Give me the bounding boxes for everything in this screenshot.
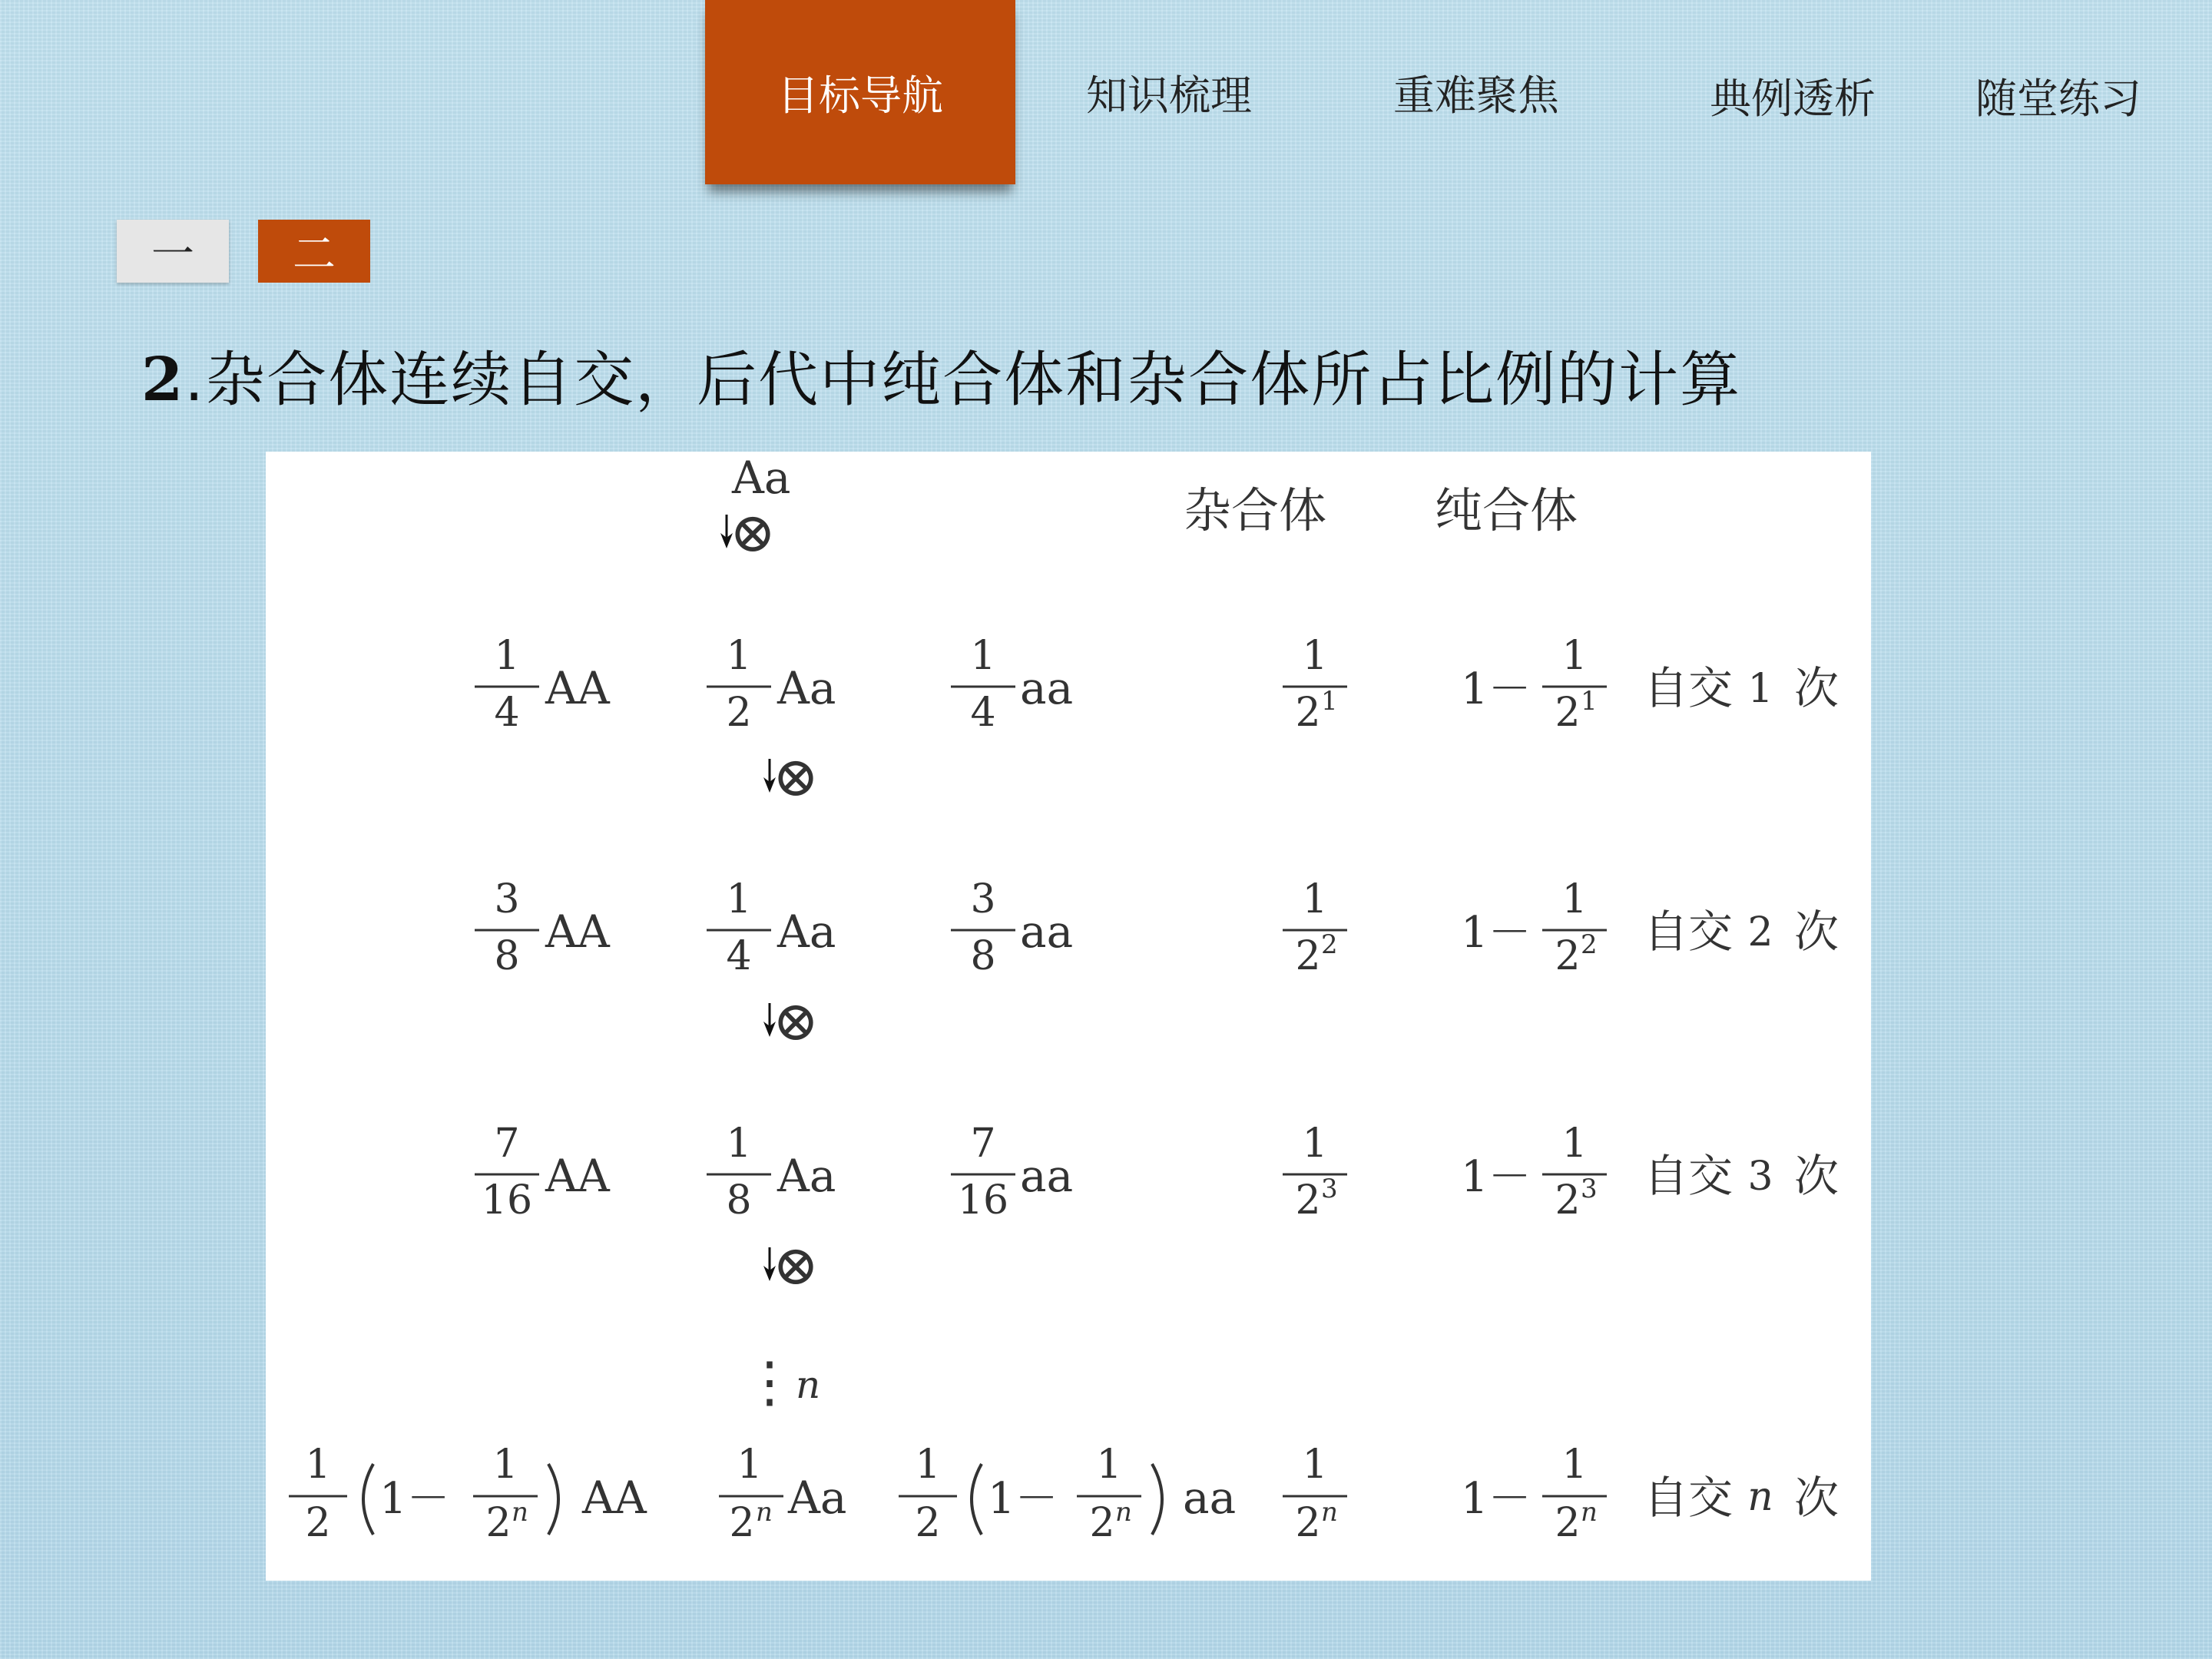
heading-text: .杂合体连续自交，后代中纯合体和杂合体所占比例的计算 <box>184 346 1742 415</box>
heading-number: 2 <box>141 345 185 415</box>
svg-text:自交: 自交 <box>1644 906 1734 958</box>
selfing-count-label <box>1644 1472 1839 1524</box>
heterozygote-ratio <box>1283 633 1347 736</box>
svg-text:1: 1 <box>1302 1442 1328 1488</box>
svg-text:1: 1 <box>494 633 520 679</box>
svg-text:1: 1 <box>737 1442 763 1488</box>
svg-text:n: n <box>1747 1474 1773 1520</box>
svg-text:2: 2 <box>729 1500 755 1546</box>
fraction-Aa <box>707 1121 836 1224</box>
svg-text:n: n <box>1581 1497 1598 1528</box>
svg-text:3: 3 <box>970 876 996 922</box>
svg-text:1: 1 <box>1321 686 1338 717</box>
fraction-Aa <box>719 1442 846 1546</box>
nav-tab-practice[interactable]: 随堂练习 <box>1975 74 2141 123</box>
svg-text:1－: 1－ <box>1461 1474 1532 1524</box>
svg-text:2: 2 <box>1295 933 1321 979</box>
svg-text:自交: 自交 <box>1644 1150 1734 1202</box>
generation-row-n <box>289 1442 1839 1546</box>
svg-text:1: 1 <box>305 1442 331 1488</box>
selfing-arrow-1 <box>720 500 776 565</box>
svg-text:Aa: Aa <box>777 1150 836 1202</box>
svg-text:次: 次 <box>1794 906 1839 958</box>
fraction-aa <box>899 1442 1236 1546</box>
section-tabs <box>117 220 370 283</box>
svg-text:1－: 1－ <box>1461 664 1532 714</box>
svg-text:3: 3 <box>1321 1174 1338 1204</box>
svg-text:8: 8 <box>726 1177 752 1224</box>
svg-text:aa: aa <box>1020 906 1074 958</box>
svg-text:2: 2 <box>915 1500 941 1546</box>
svg-text:2: 2 <box>1555 1177 1581 1224</box>
heterozygote-ratio <box>1283 1442 1347 1546</box>
header-heterozygote: 杂合体 <box>1184 482 1327 538</box>
svg-text:次: 次 <box>1794 1150 1839 1202</box>
svg-text:1: 1 <box>492 1442 518 1488</box>
svg-text:次: 次 <box>1794 662 1839 714</box>
generation-row-3 <box>475 1121 1839 1224</box>
svg-text:2: 2 <box>726 690 752 736</box>
svg-text:2: 2 <box>1321 929 1338 960</box>
svg-text:n: n <box>1321 1497 1338 1528</box>
svg-text:2: 2 <box>1581 929 1598 960</box>
svg-text:n: n <box>1115 1497 1132 1528</box>
cross-symbol: ⊗ <box>772 988 820 1053</box>
selfing-count-label <box>1644 1150 1839 1202</box>
svg-text:2: 2 <box>1295 1500 1321 1546</box>
heterozygote-ratio <box>1283 876 1347 979</box>
svg-text:1－: 1－ <box>379 1474 450 1524</box>
svg-text:2: 2 <box>1555 933 1581 979</box>
svg-text:aa: aa <box>1020 1150 1074 1202</box>
fraction-AA <box>475 1121 611 1224</box>
svg-text:aa: aa <box>1020 662 1074 714</box>
svg-text:1－: 1－ <box>988 1474 1058 1524</box>
n-generations: n <box>796 1363 821 1407</box>
svg-text:1－: 1－ <box>1461 1152 1532 1202</box>
fraction-aa <box>951 876 1073 979</box>
svg-text:次: 次 <box>1794 1472 1839 1524</box>
svg-text:n: n <box>512 1497 528 1528</box>
header-homozygote: 纯合体 <box>1435 482 1578 538</box>
cross-symbol: ⊗ <box>729 500 777 565</box>
svg-text:1－: 1－ <box>1461 908 1532 958</box>
ellipsis: ⋮ <box>742 1349 797 1414</box>
nav-tab-examples[interactable]: 典例透析 <box>1710 74 1876 123</box>
svg-text:3: 3 <box>494 876 520 922</box>
section-heading <box>141 332 1741 418</box>
nav-tab-goal[interactable]: 目标导航 <box>705 0 1015 184</box>
svg-text:1: 1 <box>970 633 996 679</box>
svg-text:1: 1 <box>1581 686 1598 717</box>
svg-text:Aa: Aa <box>777 662 836 714</box>
cross-symbol: ⊗ <box>772 744 820 809</box>
svg-text:4: 4 <box>726 933 752 979</box>
svg-text:aa: aa <box>1183 1472 1237 1524</box>
svg-text:Aa: Aa <box>788 1472 847 1524</box>
homozygote-ratio <box>1461 1121 1607 1224</box>
svg-text:1: 1 <box>1561 1442 1588 1488</box>
cross-symbol: ⊗ <box>772 1233 820 1297</box>
svg-text:1: 1 <box>1561 633 1588 679</box>
svg-text:1: 1 <box>1302 1121 1328 1167</box>
homozygote-ratio <box>1461 1442 1607 1546</box>
svg-text:自交: 自交 <box>1644 662 1734 714</box>
svg-text:1: 1 <box>726 633 752 679</box>
nav-tab-focus[interactable]: 重难聚焦 <box>1393 71 1559 120</box>
svg-text:1: 1 <box>1561 876 1588 922</box>
section-tab-1[interactable]: 一 <box>117 220 229 283</box>
svg-text:自交: 自交 <box>1644 1472 1734 1524</box>
fraction-aa <box>951 1121 1073 1224</box>
svg-text:1: 1 <box>1096 1442 1122 1488</box>
selfing-arrow-2 <box>763 744 819 809</box>
svg-text:4: 4 <box>494 690 520 736</box>
svg-text:2: 2 <box>1089 1500 1115 1546</box>
fraction-aa <box>951 633 1073 736</box>
svg-text:AA: AA <box>582 1472 647 1524</box>
svg-text:7: 7 <box>494 1121 520 1167</box>
generation-row-1 <box>475 633 1839 736</box>
svg-text:2: 2 <box>1295 690 1321 736</box>
svg-text:2: 2 <box>485 1500 512 1546</box>
homozygote-ratio <box>1461 876 1607 979</box>
svg-text:1: 1 <box>726 876 752 922</box>
svg-text:2: 2 <box>305 1500 331 1546</box>
selfing-arrow-4 <box>763 1233 819 1297</box>
svg-text:1: 1 <box>1747 666 1773 712</box>
svg-text:1: 1 <box>1561 1121 1588 1167</box>
fraction-AA <box>475 633 611 736</box>
svg-text:AA: AA <box>545 1150 610 1202</box>
homozygote-ratio <box>1461 633 1607 736</box>
selfing-count-label <box>1644 906 1839 958</box>
fraction-Aa <box>707 876 836 979</box>
selfing-count-label <box>1644 662 1839 714</box>
section-tab-2[interactable]: 二 <box>258 220 370 283</box>
fraction-AA <box>475 876 611 979</box>
fraction-Aa <box>707 633 836 736</box>
nav-tab-knowledge[interactable]: 知识梳理 <box>1086 71 1252 120</box>
svg-text:7: 7 <box>970 1121 996 1167</box>
svg-text:3: 3 <box>1747 1154 1773 1200</box>
svg-text:1: 1 <box>1302 633 1328 679</box>
svg-text:2: 2 <box>1747 909 1773 955</box>
top-navigation <box>0 0 2212 200</box>
fraction-AA <box>289 1442 647 1546</box>
svg-text:1: 1 <box>1302 876 1328 922</box>
genetics-diagram <box>266 452 1871 1581</box>
svg-text:8: 8 <box>494 933 520 979</box>
svg-text:2: 2 <box>1295 1177 1321 1224</box>
selfing-arrow-3 <box>763 988 819 1053</box>
svg-text:2: 2 <box>1555 1500 1581 1546</box>
svg-text:8: 8 <box>970 933 996 979</box>
svg-text:n: n <box>756 1497 773 1528</box>
heterozygote-ratio <box>1283 1121 1347 1224</box>
svg-text:Aa: Aa <box>777 906 836 958</box>
svg-text:AA: AA <box>545 662 610 714</box>
parent-genotype: Aa <box>732 452 791 504</box>
svg-text:1: 1 <box>915 1442 941 1488</box>
svg-text:AA: AA <box>545 906 610 958</box>
svg-text:2: 2 <box>1555 690 1581 736</box>
svg-text:3: 3 <box>1581 1174 1598 1204</box>
svg-text:1: 1 <box>726 1121 752 1167</box>
svg-text:16: 16 <box>957 1177 1009 1224</box>
svg-text:4: 4 <box>970 690 996 736</box>
svg-text:16: 16 <box>481 1177 533 1224</box>
generation-row-2 <box>475 876 1839 979</box>
